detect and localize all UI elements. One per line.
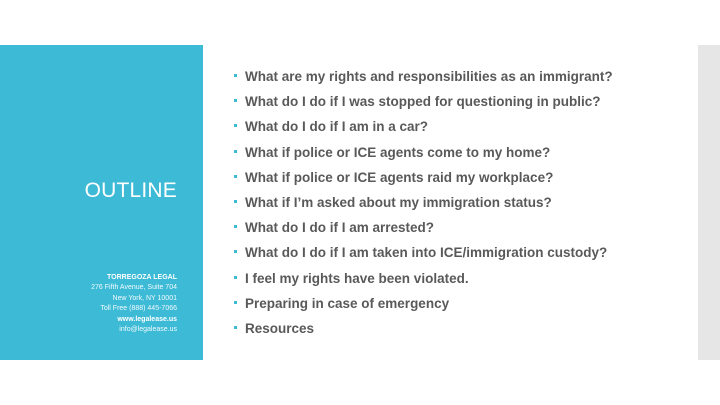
bullet-icon bbox=[234, 250, 237, 253]
outline-item-text: What if police or ICE agents raid my workplace? bbox=[245, 169, 554, 185]
outline-item bbox=[234, 291, 613, 316]
outline-item bbox=[234, 190, 613, 215]
phone-number: Toll Free (888) 445-7066 bbox=[100, 305, 177, 313]
outline-item bbox=[234, 316, 613, 341]
slide-title: OUTLINE bbox=[84, 179, 177, 202]
address-line-2: New York, NY 10001 bbox=[112, 294, 177, 302]
outline-item bbox=[234, 64, 613, 89]
bullet-icon bbox=[234, 175, 237, 178]
outline-item-text: What if police or ICE agents come to my home? bbox=[245, 144, 551, 160]
outline-item bbox=[234, 165, 613, 190]
outline-item bbox=[234, 215, 613, 240]
bullet-icon bbox=[234, 150, 237, 153]
outline-item-text: What are my rights and responsibilities as an immigrant? bbox=[245, 69, 613, 84]
bullet-icon bbox=[234, 276, 237, 279]
outline-item-text: I feel my rights have been violated. bbox=[245, 270, 469, 286]
outline-item bbox=[234, 266, 613, 291]
outline-list bbox=[234, 64, 613, 341]
outline-item bbox=[234, 240, 613, 265]
bullet-icon bbox=[234, 326, 237, 329]
address-line-1: 276 Fifth Avenue, Suite 704 bbox=[91, 284, 177, 292]
outline-item-text: What do I do if I am in a car? bbox=[245, 119, 429, 135]
bullet-icon bbox=[234, 301, 237, 304]
website-link: www.legalease.us bbox=[117, 315, 177, 323]
outline-item-text: What do I do if I am taken into ICE/immigration custody? bbox=[245, 245, 608, 261]
bullet-icon bbox=[234, 99, 237, 102]
outline-item-text: Resources bbox=[245, 320, 315, 336]
contact-block bbox=[91, 273, 177, 335]
outline-item bbox=[234, 89, 613, 114]
outline-item bbox=[234, 114, 613, 139]
email-address: info@legalease.us bbox=[119, 326, 177, 334]
outline-item-text: What if I’m asked about my immigration status? bbox=[245, 194, 552, 210]
bullet-icon bbox=[234, 74, 237, 77]
outline-item-text: Preparing in case of emergency bbox=[245, 295, 450, 311]
outline-item bbox=[234, 140, 613, 165]
outline-item-text: What do I do if I was stopped for questioning in public? bbox=[245, 94, 601, 110]
firm-name: TORREGOZA LEGAL bbox=[107, 274, 177, 281]
title-panel bbox=[0, 45, 203, 360]
bullet-icon bbox=[234, 225, 237, 228]
bullet-icon bbox=[234, 124, 237, 127]
bullet-icon bbox=[234, 200, 237, 203]
outline-item-text: What do I do if I am arrested? bbox=[245, 220, 435, 236]
side-accent-bar bbox=[698, 45, 720, 360]
